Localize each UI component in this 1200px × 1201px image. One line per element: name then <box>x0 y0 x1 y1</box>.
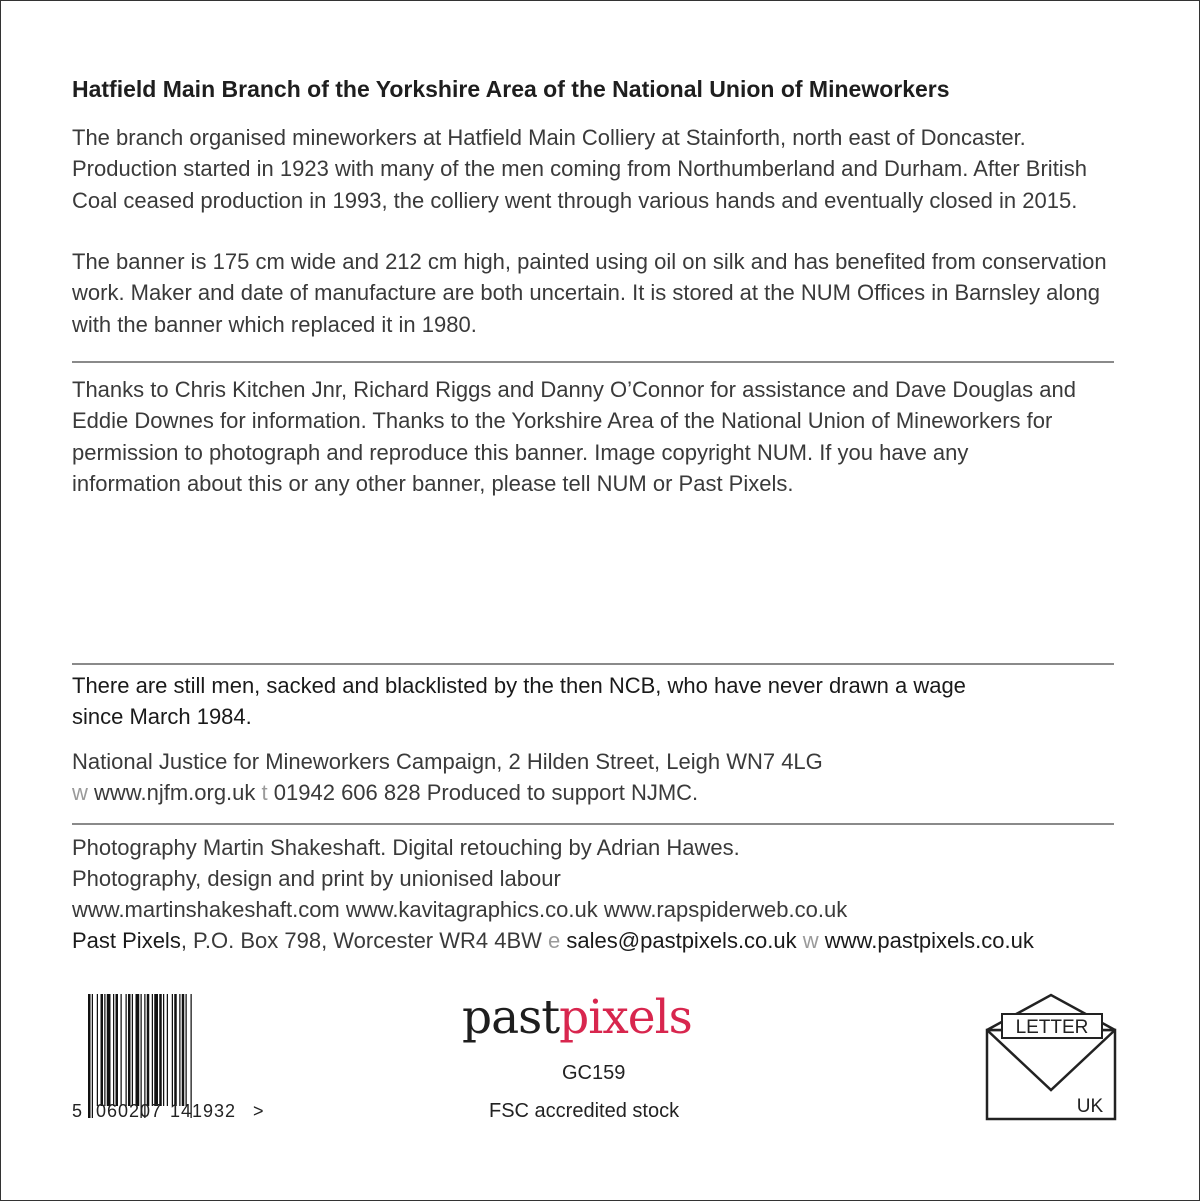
campaign-website-link[interactable]: www.njfm.org.uk <box>94 780 256 805</box>
barcode-bar <box>152 994 153 1106</box>
thanks-line: information about this or any other banner, please tell NUM or Past Pixels. <box>72 470 794 496</box>
barcode-bar <box>154 994 158 1106</box>
barcode-bar <box>179 994 180 1106</box>
tel-prefix: t <box>261 780 268 805</box>
letter-envelope-icon <box>984 990 1120 1124</box>
campaign-statement <box>72 670 1132 733</box>
barcode-bar <box>159 994 162 1106</box>
barcode-bar <box>116 994 119 1106</box>
barcode-bar <box>182 994 185 1106</box>
campaign-address: National Justice for Mineworkers Campaign, 2 Hilden Street, Leigh WN7 4LG <box>72 749 823 774</box>
barcode-bar <box>121 994 122 1106</box>
pastpixels-logo <box>462 990 692 1045</box>
union-labour-note: Photography, design and print by unionised labour <box>72 866 561 891</box>
barcode-bar <box>172 994 173 1106</box>
barcode-bar <box>141 994 142 1118</box>
barcode-bar <box>126 994 127 1106</box>
intro-line: Production started in 1923 with many of the men coming from Northumberland and Durham. After British <box>72 156 1087 182</box>
banner-line: The banner is 175 cm wide and 212 cm high, painted using oil on silk and has benefited from conservation <box>72 249 1107 274</box>
barcode-bar <box>191 994 192 1118</box>
barcode-bar <box>104 994 105 1106</box>
statement-line: There are still men, sacked and blacklisted by the then NCB, who have never drawn a wage <box>72 673 966 698</box>
page-title: Hatfield Main Branch of the Yorkshire Area of the National Union of Mineworkers <box>72 76 950 102</box>
barcode-bar <box>101 994 104 1106</box>
divider <box>72 663 1114 665</box>
banner-line: with the banner which replaced it in 1980. <box>72 311 477 337</box>
past-pixels-website-link[interactable]: www.pastpixels.co.uk <box>824 928 1034 953</box>
barcode-icon <box>86 994 246 1118</box>
campaign-phone: 01942 606 828 Produced to support NJMC. <box>273 780 699 805</box>
logo-past: past <box>462 990 560 1045</box>
thanks-line: permission to photograph and reproduce this banner. Image copyright NUM. If you have any <box>72 439 969 465</box>
barcode-bar <box>97 994 98 1106</box>
thanks-line: Thanks to Chris Kitchen Jnr, Richard Riggs and Danny O’Connor for assistance and Dave Douglas and <box>72 377 1076 402</box>
barcode-bar <box>186 994 187 1106</box>
stock-note: FSC accredited stock <box>489 1100 680 1122</box>
barcode-first-digit: 5 <box>72 1101 83 1121</box>
web-prefix: w <box>72 780 88 805</box>
envelope-top-label: LETTER <box>1015 1017 1089 1038</box>
thanks-line: Eddie Downes for information. Thanks to the Yorkshire Area of the National Union of Mineworkers for <box>72 408 1053 434</box>
barcode-bar <box>107 994 111 1106</box>
company-address: , P.O. Box 798, Worcester WR4 4BW <box>180 928 542 953</box>
web-prefix: w <box>802 928 819 953</box>
company-name: Past Pixels <box>72 928 181 953</box>
divider <box>72 823 1114 825</box>
envelope-bottom-label: UK <box>1076 1096 1104 1117</box>
barcode-bar <box>174 994 177 1106</box>
barcode-bar <box>147 994 150 1106</box>
divider <box>72 361 1114 363</box>
product-code: GC159 <box>562 1062 626 1084</box>
campaign-contact <box>72 780 698 806</box>
photography-credit: Photography Martin Shakeshaft. Digital retouching by Adrian Hawes. <box>72 835 740 860</box>
barcode-group-1: 060207 <box>96 1101 163 1121</box>
barcode-bar <box>163 994 164 1106</box>
barcode-arrow: > <box>253 1101 264 1121</box>
banner-paragraph <box>72 246 1132 340</box>
barcode-bar <box>167 994 168 1106</box>
banner-line: work. Maker and date of manufacture are both uncertain. It is stored at the NUM Offices in Barnsley along <box>72 280 1100 306</box>
barcode-bar <box>132 994 133 1106</box>
thanks-paragraph <box>72 374 1132 499</box>
intro-line: Coal ceased production in 1993, the colliery went through various hands and eventually closed in 2015. <box>72 187 1078 213</box>
barcode-bar <box>92 994 93 1118</box>
barcode-bar <box>88 994 91 1118</box>
logo-pixels: pixels <box>559 990 692 1045</box>
past-pixels-contact <box>72 928 1034 954</box>
email-prefix: e <box>548 928 561 953</box>
barcode-group-2: 141932 <box>170 1101 237 1121</box>
barcode-bar <box>136 994 140 1106</box>
barcode-bar <box>128 994 131 1106</box>
intro-line: The branch organised mineworkers at Hatfield Main Colliery at Stainforth, north east of Doncaster. <box>72 125 1026 150</box>
statement-line: since March 1984. <box>72 704 252 730</box>
email-link[interactable]: sales@pastpixels.co.uk <box>566 928 797 953</box>
barcode-bar <box>113 994 114 1106</box>
credit-websites: www.martinshakeshaft.com www.kavitagraphics.co.uk www.rapspiderweb.co.uk <box>72 897 848 922</box>
intro-paragraph <box>72 122 1132 216</box>
barcode-bar <box>144 994 145 1118</box>
